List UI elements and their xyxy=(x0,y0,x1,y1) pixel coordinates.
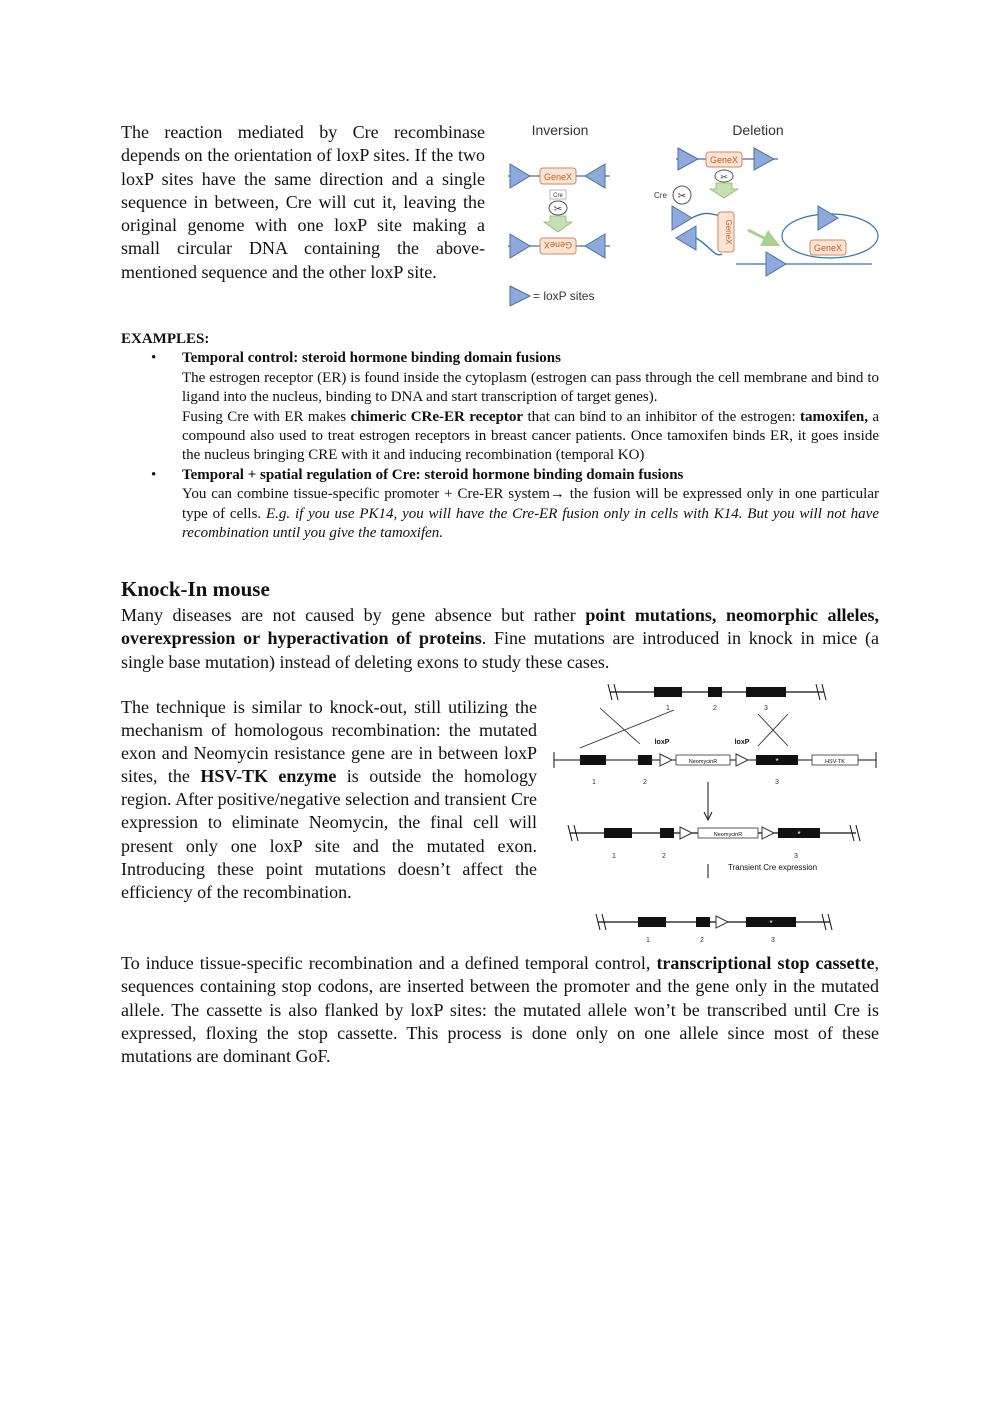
svg-text:2: 2 xyxy=(643,779,647,786)
loxp-site-icon xyxy=(585,164,605,188)
deletion-title: Deletion xyxy=(732,122,784,138)
loxp-site-icon xyxy=(676,226,696,250)
loxp-site-icon xyxy=(766,252,786,276)
examples-list xyxy=(121,349,879,543)
loxp-site-icon xyxy=(736,754,748,766)
gene-x-label: GeneX xyxy=(813,243,843,253)
example-spatial-p1: You can combine tissue-specific promoter + Cre-ER system→ the fusion will be expressed only in one particular type of cells. E.g. if you use PK14, you will have the Cre-ER fusion only in cells with K14. But you will not have recombination until you give the tamoxifen. xyxy=(182,486,879,542)
svg-text:1: 1 xyxy=(666,705,670,712)
loxp-site-icon xyxy=(818,206,838,230)
loxp-site-icon xyxy=(716,916,728,928)
list-item xyxy=(151,349,879,465)
svg-text:3: 3 xyxy=(775,779,779,786)
gene-x-label: GeneX xyxy=(543,172,573,182)
targeting-vector xyxy=(554,739,876,786)
loxp-site-icon xyxy=(762,827,774,839)
example-temporal-p1: The estrogen receptor (ER) is found inside the cytoplasm (estrogen can pass through the cell membrane and bind to ligand into the nucleus, binding to DNA and start transcription of target genes). xyxy=(182,369,879,406)
inversion-title: Inversion xyxy=(531,122,589,138)
genomic-locus xyxy=(608,684,826,712)
loxp-site-icon xyxy=(672,206,692,230)
deletion-products xyxy=(736,206,878,276)
inversion-after xyxy=(508,234,610,258)
knockin-paragraph-3: To induce tissue-specific recombination and a defined temporal control, transcriptional stop cassette, sequences containing stop codons, are inserted between the promoter and the gene only in the mutated allele. The cassette is also flanked by loxP sites: the mutated allele won’t be transcribed until Cre is expressed, floxing the stop cassette. This process is done only on one allele since most of these mutations are dominant GoF. xyxy=(121,953,879,1067)
svg-text:NeomycinR: NeomycinR xyxy=(688,759,718,765)
svg-text:✂: ✂ xyxy=(677,191,687,202)
bullet-icon: • xyxy=(151,466,157,483)
svg-text:3: 3 xyxy=(771,937,775,944)
loxp-legend-label: = loxP sites xyxy=(533,289,595,303)
svg-text:2: 2 xyxy=(713,705,717,712)
targeted-allele xyxy=(568,825,860,860)
svg-text:1: 1 xyxy=(646,937,650,944)
svg-text:loxP: loxP xyxy=(654,739,670,746)
loxp-site-icon xyxy=(754,148,774,170)
loxp-site-icon xyxy=(510,286,530,306)
knockin-construct-figure xyxy=(548,680,880,946)
svg-text:2: 2 xyxy=(700,937,704,944)
example-temporal-title: Temporal control: steroid hormone binding domain fusions xyxy=(182,350,561,367)
loxp-site-icon xyxy=(660,754,672,766)
loxp-legend xyxy=(510,286,594,306)
inversion-before xyxy=(508,164,610,188)
loxp-site-icon xyxy=(585,234,605,258)
svg-text:✂: ✂ xyxy=(720,172,728,182)
svg-text:NeomycinR: NeomycinR xyxy=(713,832,743,838)
examples-heading: EXAMPLES: xyxy=(121,331,210,347)
knockin-heading: Knock-In mouse xyxy=(121,577,270,601)
svg-text:1: 1 xyxy=(612,853,616,860)
knockin-paragraph-1: Many diseases are not caused by gene absence but rather point mutations, neomorphic alleles, overexpression or hyperactivation of proteins. Fine mutations are introduced in knock in mice (a single base mutation) instead of deleting exons to study these cases. xyxy=(121,605,879,672)
svg-text:✂: ✂ xyxy=(553,204,563,215)
examples-section xyxy=(121,330,879,543)
cre-step-label: Transient Cre expression xyxy=(728,863,818,872)
bullet-icon: • xyxy=(151,350,157,367)
loxp-site-icon xyxy=(678,148,698,170)
cre-inversion-deletion-figure xyxy=(500,118,890,314)
svg-text:*: * xyxy=(769,919,773,928)
svg-text:1: 1 xyxy=(592,779,596,786)
svg-text:2: 2 xyxy=(662,853,666,860)
svg-text:*: * xyxy=(775,757,779,766)
final-allele xyxy=(596,914,832,944)
inversion-cre-step xyxy=(544,190,572,232)
cre-small-label: Cre xyxy=(553,193,563,199)
intro-paragraph: The reaction mediated by Cre recombinase depends on the orientation of loxP sites. If the two loxP sites have the same direction and a single sequence in between, Cre will cut it, leaving the original genome with one loxP site making a small circular DNA containing the above-mentioned sequence and the other loxP site. xyxy=(121,122,485,282)
loxp-site-icon xyxy=(680,827,692,839)
gene-x-inverted-label: GeneX xyxy=(543,240,573,250)
svg-text:*: * xyxy=(797,830,801,839)
knockin-paragraph-2: The technique is similar to knock-out, still utilizing the mechanism of homologous recombination: the mutated exon and Neomycin resistance gene are in between loxP sites, the HSV-TK enzyme is outside the homology region. After positive/negative selection and transient Cre expression to eliminate Neomycin, the final cell will present only one loxP site and the mutated exon. Introducing these point mutations doesn’t affect the efficiency of the recombination. xyxy=(121,697,537,902)
deletion-loop xyxy=(654,186,772,255)
list-item xyxy=(151,466,879,544)
svg-text:HSV-TK: HSV-TK xyxy=(825,759,845,765)
gene-x-vertical-label: GeneX xyxy=(724,219,733,245)
loxp-site-icon xyxy=(510,164,530,188)
cre-label: Cre xyxy=(654,191,667,200)
deletion-before xyxy=(676,148,778,198)
loxp-site-icon xyxy=(510,234,530,258)
svg-text:loxP: loxP xyxy=(734,739,750,746)
svg-text:3: 3 xyxy=(764,705,768,712)
gene-x-label: GeneX xyxy=(709,155,739,165)
svg-text:3: 3 xyxy=(794,853,798,860)
example-temporal-p2: Fusing Cre with ER makes chimeric CRe-ER receptor that can bind to an inhibitor of the estrogen: tamoxifen, a compound also used to treat estrogen receptors in breast cancer patients. Once tamoxifen binds ER, it goes inside the nucleus bringing CRE with it and inducing recombination (temporal KO) xyxy=(182,408,879,464)
example-spatial-title: Temporal + spatial regulation of Cre: steroid hormone binding domain fusions xyxy=(182,466,684,483)
